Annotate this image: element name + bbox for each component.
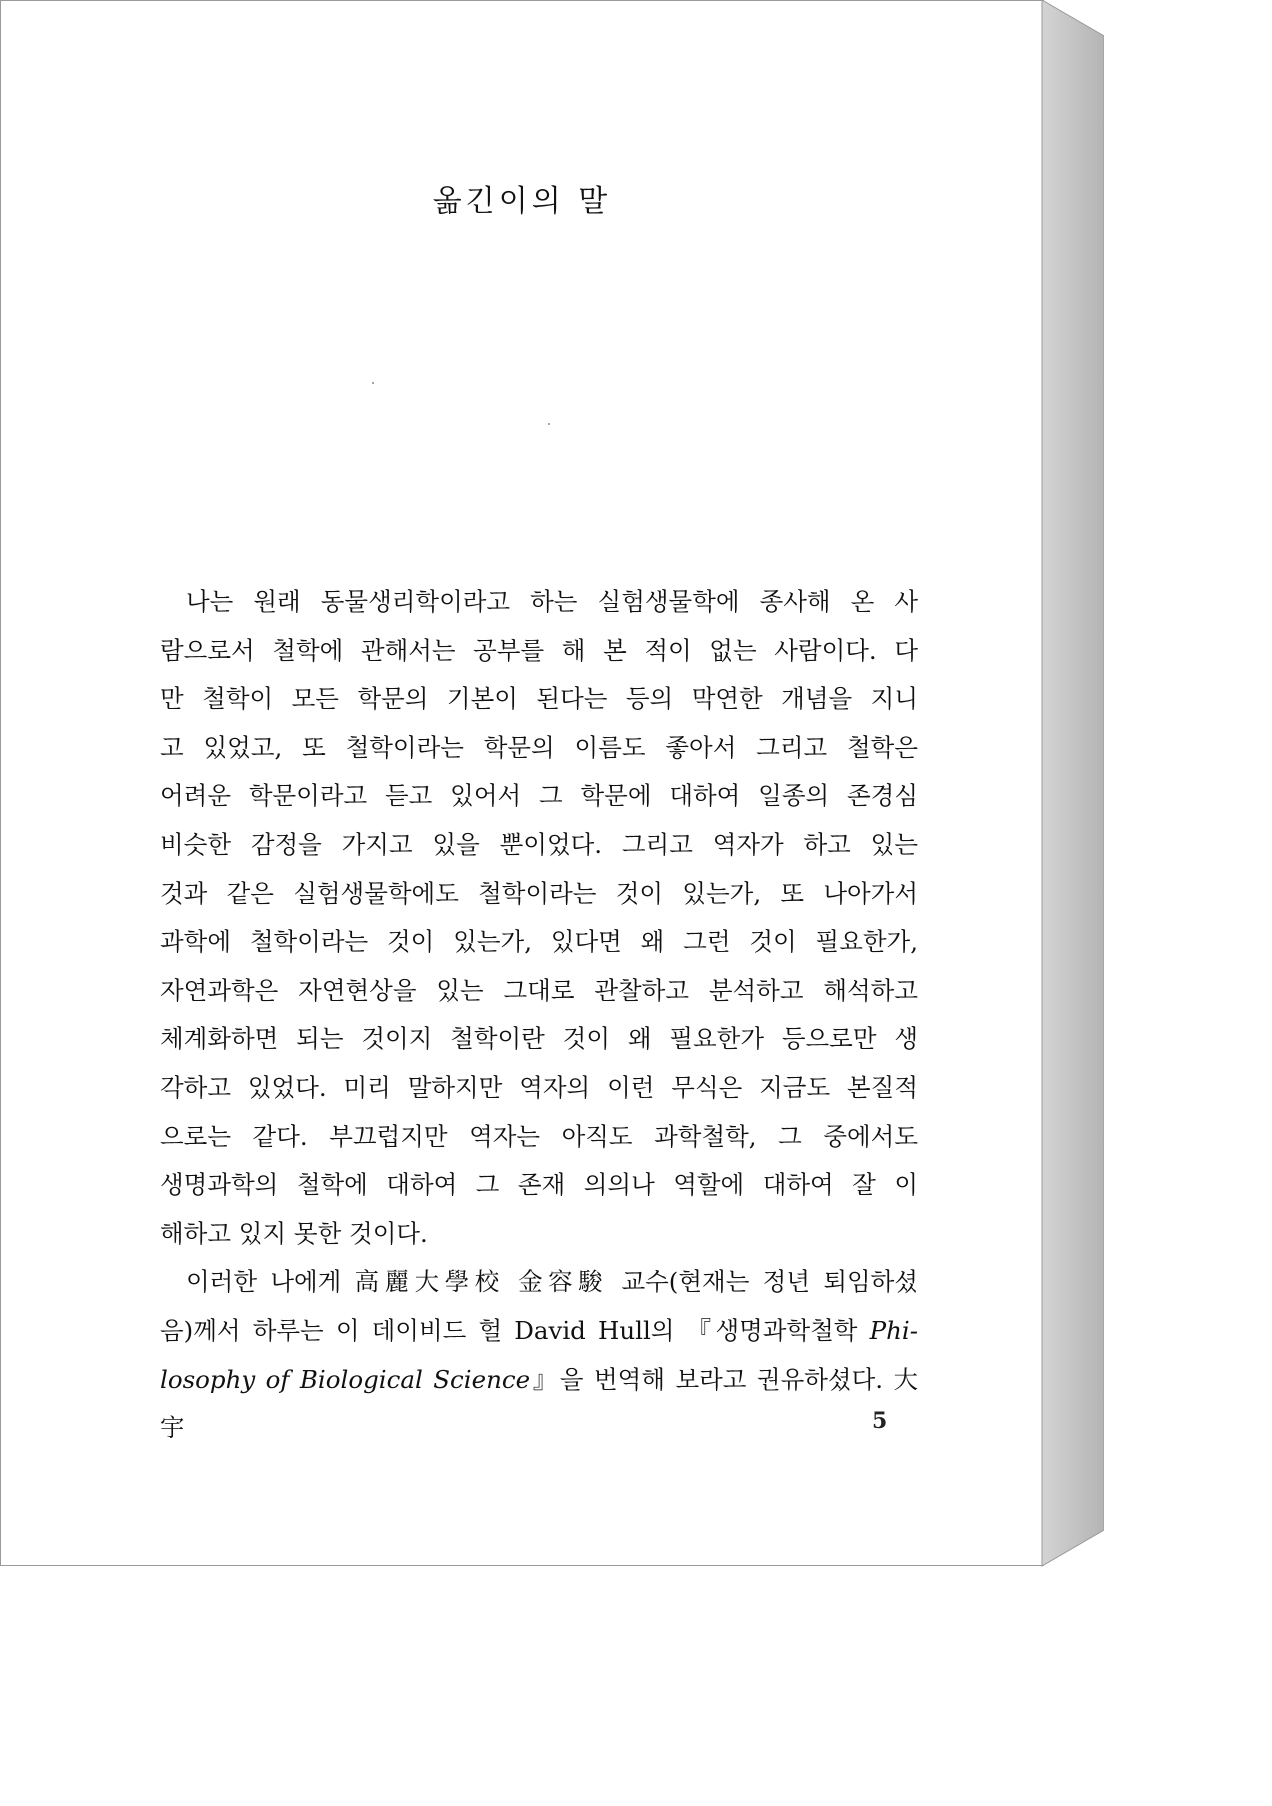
scan-speck: [548, 423, 550, 425]
text-line: 해하고 있지 못한 것이다.: [160, 1218, 428, 1248]
page-title: 옮긴이의 말: [432, 184, 612, 219]
paragraph-1: [160, 578, 918, 1258]
text-line: [160, 1356, 918, 1453]
text-line: 체계화하면 되는 것이지 철학이란 것이 왜 필요한가 등으로만 생: [160, 1024, 918, 1054]
body-text: [160, 578, 918, 1453]
book-edge-shading: [1040, 0, 1104, 1568]
text-line: 이러한 나에게 高麗大學校 金容駿 교수(현재는 정년 퇴임하셨: [186, 1267, 918, 1297]
text-line: 것과 같은 실험생물학에도 철학이라는 것이 있는가, 또 나아가서: [160, 878, 918, 908]
text-line: 고 있었고, 또 철학이라는 학문의 이름도 좋아서 그리고 철학은: [160, 732, 918, 762]
paragraph-2: [160, 1258, 918, 1452]
text-line: 나는 원래 동물생리학이라고 하는 실험생물학에 종사해 온 사: [186, 587, 918, 616]
scan-speck: [372, 382, 374, 384]
book-title-italic: losophy of Biological Science: [160, 1364, 531, 1394]
text-span: 음)께서 하루는 이 데이비드 헐 David Hull의 『생명과학철학: [160, 1315, 870, 1345]
text-line: 비슷한 감정을 가지고 있을 뿐이었다. 그리고 역자가 하고 있는: [160, 829, 918, 859]
text-line: 람으로서 철학에 관해서는 공부를 해 본 적이 없는 사람이다. 다: [160, 635, 918, 665]
page-number: 5: [872, 1408, 888, 1434]
text-span: 』을 번역해 보라고 권유하셨다. 大宇: [160, 1364, 918, 1443]
text-line: 만 철학이 모든 학문의 기본이 된다는 등의 막연한 개념을 지니: [160, 684, 918, 714]
book-title-italic: Phi-: [869, 1315, 918, 1345]
text-line: [160, 1307, 918, 1356]
text-line: 과학에 철학이라는 것이 있는가, 있다면 왜 그런 것이 필요한가,: [160, 927, 918, 957]
text-line: 생명과학의 철학에 대하여 그 존재 의의나 역할에 대하여 잘 이: [160, 1170, 918, 1200]
text-line: 자연과학은 자연현상을 있는 그대로 관찰하고 분석하고 해석하고: [160, 975, 918, 1005]
text-line: 각하고 있었다. 미리 말하지만 역자의 이런 무식은 지금도 본질적: [160, 1072, 918, 1102]
text-line: 으로는 같다. 부끄럽지만 역자는 아직도 과학철학, 그 중에서도: [160, 1121, 918, 1151]
text-line: 어려운 학문이라고 듣고 있어서 그 학문에 대하여 일종의 존경심: [160, 781, 918, 811]
